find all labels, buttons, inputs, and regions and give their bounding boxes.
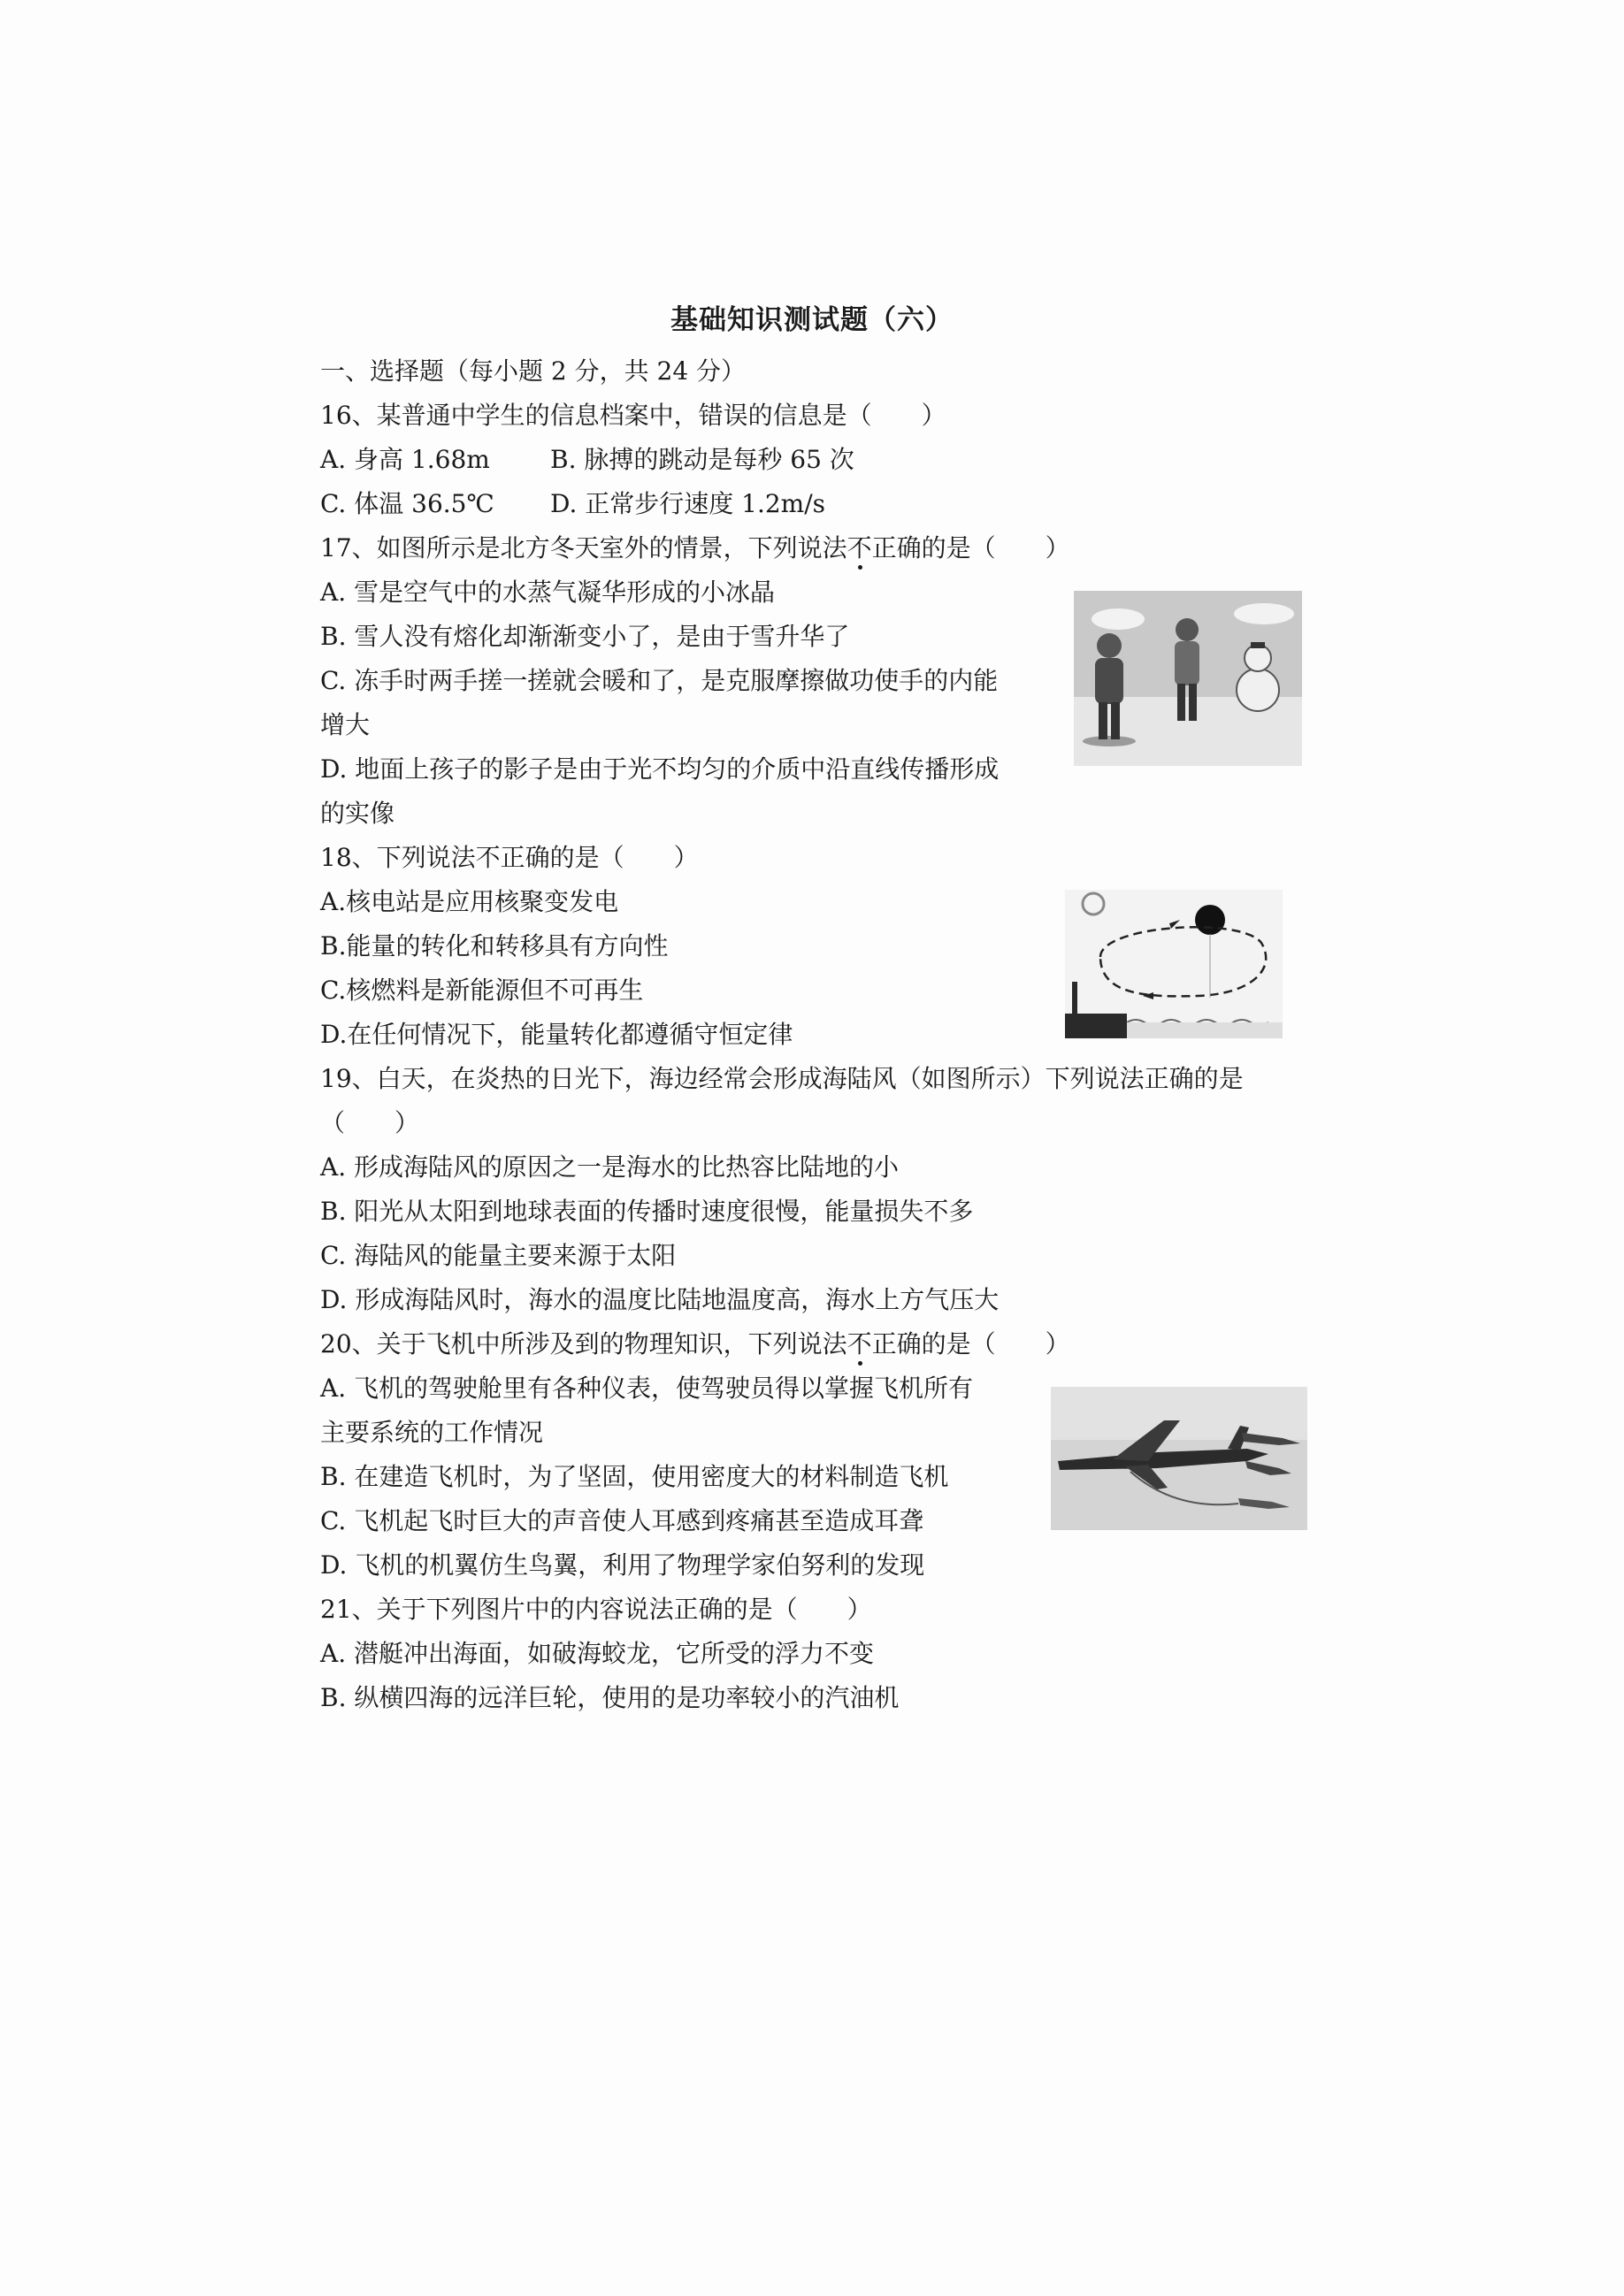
q20-option-b: B. 在建造飞机时，为了坚固，使用密度大的材料制造飞机: [320, 1462, 949, 1491]
q19-stem-line1: 19、白天，在炎热的日光下，海边经常会形成海陆风（如图所示）下列说法正确的是: [320, 1064, 1244, 1093]
sea-breeze-figure: [1065, 890, 1283, 1038]
q20-stem-post: 正确的是（ ）: [871, 1329, 1070, 1358]
q16-option-a: A. 身高 1.68m: [320, 445, 490, 474]
q17-option-c-line2: 增大: [320, 710, 371, 739]
airplanes-photo: [1051, 1387, 1307, 1530]
q17-option-b: B. 雪人没有熔化却渐渐变小了，是由于雪升华了: [320, 622, 850, 651]
q19-option-b: B. 阳光从太阳到地球表面的传播时速度很慢，能量损失不多: [320, 1197, 974, 1226]
q16-option-d: D. 正常步行速度 1.2m/s: [550, 489, 826, 518]
q18-option-c: C.核燃料是新能源但不可再生: [320, 976, 644, 1005]
q19-stem-line2: （ ）: [320, 1108, 420, 1137]
q19-option-d: D. 形成海陆风时，海水的温度比陆地温度高，海水上方气压大: [320, 1285, 1000, 1314]
q19-option-c: C. 海陆风的能量主要来源于太阳: [320, 1241, 677, 1270]
q18-stem: 18、下列说法不正确的是（ ）: [320, 843, 699, 872]
section-heading: 一、选择题（每小题 2 分，共 24 分）: [320, 356, 747, 386]
q21-stem: 21、关于下列图片中的内容说法正确的是（ ）: [320, 1595, 872, 1624]
q18-option-d: D.在任何情况下，能量转化都遵循守恒定律: [320, 1020, 793, 1049]
q17-option-a: A. 雪是空气中的水蒸气凝华形成的小冰晶: [320, 578, 776, 607]
q20-stem-pre: 20、关于飞机中所涉及到的物理知识，下列说法: [320, 1329, 847, 1358]
q17-stem: [320, 532, 1070, 564]
q20-option-d: D. 飞机的机翼仿生鸟翼，利用了物理学家伯努利的发现: [320, 1550, 925, 1580]
snowman-children-illustration: [1074, 591, 1302, 766]
aircraft-refueling-figure: [1051, 1387, 1307, 1530]
q20-option-c: C. 飞机起飞时巨大的声音使人耳感到疼痛甚至造成耳聋: [320, 1506, 924, 1535]
page-title: 基础知识测试题（六）: [670, 304, 954, 336]
q20-option-a-line1: A. 飞机的驾驶舱里有各种仪表，使驾驶员得以掌握飞机所有: [320, 1374, 974, 1403]
q17-option-c-line1: C. 冻手时两手搓一搓就会暖和了，是克服摩擦做功使手的内能: [320, 666, 999, 695]
sea-breeze-diagram: [1065, 890, 1283, 1038]
q17-stem-post: 正确的是（ ）: [871, 533, 1070, 563]
q20-stem-emphasis: 不: [846, 1329, 872, 1358]
q16-option-c: C. 体温 36.5℃: [320, 489, 494, 518]
q20-stem: [320, 1328, 1070, 1360]
q20-option-a-line2: 主要系统的工作情况: [320, 1418, 544, 1447]
q17-stem-emphasis: 不: [846, 533, 872, 563]
q17-option-d-line1: D. 地面上孩子的影子是由于光不均匀的介质中沿直线传播形成: [320, 754, 1000, 784]
q16-stem: 16、某普通中学生的信息档案中，错误的信息是（ ）: [320, 401, 946, 430]
winter-scene-figure: [1074, 591, 1302, 766]
q18-option-b: B.能量的转化和转移具有方向性: [320, 931, 669, 960]
q17-option-d-line2: 的实像: [320, 799, 395, 828]
q17-stem-pre: 17、如图所示是北方冬天室外的情景，下列说法: [320, 533, 847, 563]
q21-option-a: A. 潜艇冲出海面，如破海蛟龙，它所受的浮力不变: [320, 1639, 875, 1668]
q18-option-a: A.核电站是应用核聚变发电: [320, 887, 619, 916]
q21-option-b: B. 纵横四海的远洋巨轮，使用的是功率较小的汽油机: [320, 1683, 900, 1712]
q16-option-b: B. 脉搏的跳动是每秒 65 次: [550, 445, 854, 474]
q19-option-a: A. 形成海陆风的原因之一是海水的比热容比陆地的小: [320, 1152, 900, 1182]
